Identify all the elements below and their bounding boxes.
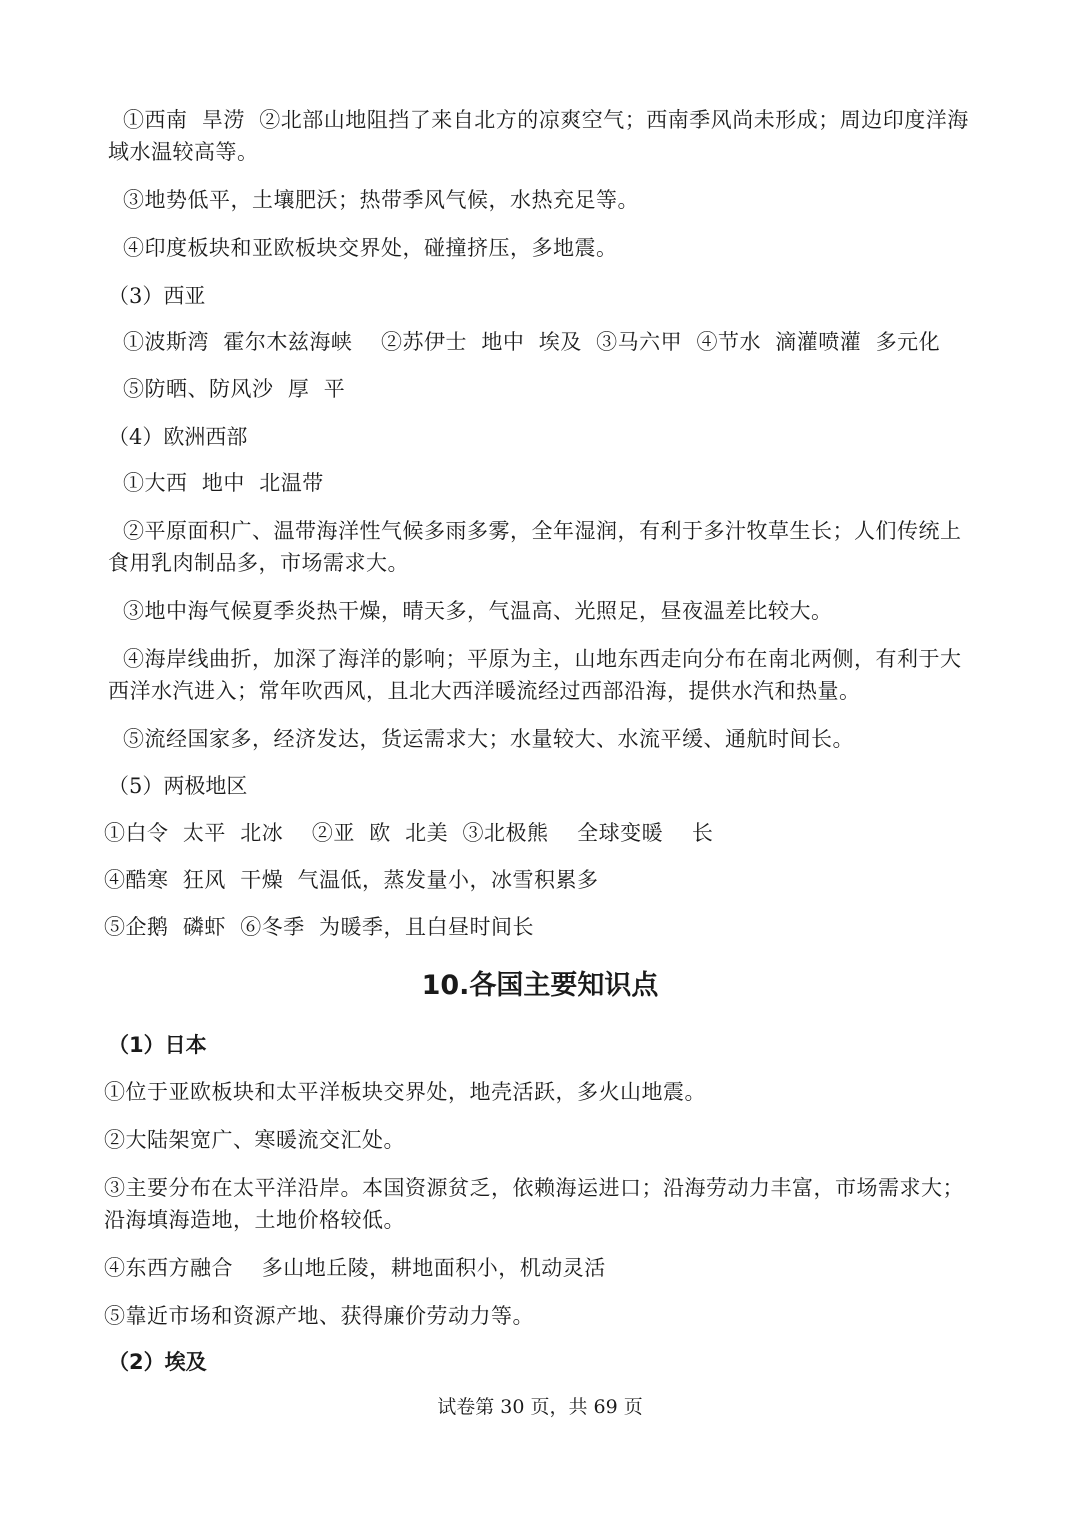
polar-item5: ⑤企鹅 磷虾 ⑥冬季 为暖季，且白昼时间长 — [104, 915, 535, 939]
japan-item5: ⑤靠近市场和资源产地、获得廉价劳动力等。 — [104, 1304, 534, 1328]
japan-item3-line2: 沿海填海造地，土地价格较低。 — [104, 1208, 405, 1232]
southasia-item4: ④印度板块和亚欧板块交界处，碰撞挤压，多地震。 — [123, 236, 618, 260]
japan-item3-line1: ③主要分布在太平洋沿岸。本国资源贫乏，依赖海运进口；沿海劳动力丰富，市场需求大； — [104, 1176, 964, 1200]
westeurope-item2-line2: 食用乳肉制品多，市场需求大。 — [108, 551, 409, 575]
section-title: 10.各国主要知识点 — [421, 970, 659, 1001]
egypt-heading: （2）埃及 — [108, 1350, 207, 1374]
page-footer: 试卷第 30 页，共 69 页 — [437, 1396, 643, 1418]
southasia-item1-line2: 域水温较高等。 — [108, 140, 259, 164]
southasia-item3: ③地势低平，土壤肥沃；热带季风气候，水热充足等。 — [123, 188, 639, 212]
westeurope-item5: ⑤流经国家多，经济发达，货运需求大；水量较大、水流平缓、通航时间长。 — [123, 727, 854, 751]
westasia-item1: ①波斯湾 霍尔木兹海峡 ②苏伊士 地中 埃及 ③马六甲 ④节水 滴灌喷灌 多元化 — [123, 330, 941, 354]
japan-item2: ②大陆架宽广、寒暖流交汇处。 — [104, 1128, 405, 1152]
southasia-item1-line1: ①西南 旱涝 ②北部山地阻挡了来自北方的凉爽空气；西南季风尚未形成；周边印度洋海 — [123, 108, 969, 132]
polar-item4: ④酷寒 狂风 干燥 气温低，蒸发量小，冰雪积累多 — [104, 868, 599, 892]
westeurope-item4-line2: 西洋水汽进入；常年吹西风，且北大西洋暖流经过西部沿海，提供水汽和热量。 — [108, 679, 861, 703]
westeurope-heading: （4）欧洲西部 — [108, 425, 248, 449]
westasia-item5: ⑤防晒、防风沙 厚 平 — [123, 377, 346, 401]
japan-heading: （1）日本 — [108, 1033, 207, 1057]
polar-item1: ①白令 太平 北冰 ②亚 欧 北美 ③北极熊 全球变暖 长 — [104, 821, 714, 845]
westeurope-item3: ③地中海气候夏季炎热干燥，晴天多，气温高、光照足，昼夜温差比较大。 — [123, 599, 833, 623]
westasia-heading: （3）西亚 — [108, 284, 206, 308]
westeurope-item2-line1: ②平原面积广、温带海洋性气候多雨多雾，全年湿润，有利于多汁牧草生长；人们传统上 — [123, 519, 962, 543]
polar-heading: （5）两极地区 — [108, 774, 248, 798]
japan-item4: ④东西方融合 多山地丘陵，耕地面积小，机动灵活 — [104, 1256, 606, 1280]
westeurope-item4-line1: ④海岸线曲折，加深了海洋的影响；平原为主，山地东西走向分布在南北两侧，有利于大 — [123, 647, 962, 671]
westeurope-item1: ①大西 地中 北温带 — [123, 471, 324, 495]
japan-item1: ①位于亚欧板块和太平洋板块交界处，地壳活跃，多火山地震。 — [104, 1080, 706, 1104]
